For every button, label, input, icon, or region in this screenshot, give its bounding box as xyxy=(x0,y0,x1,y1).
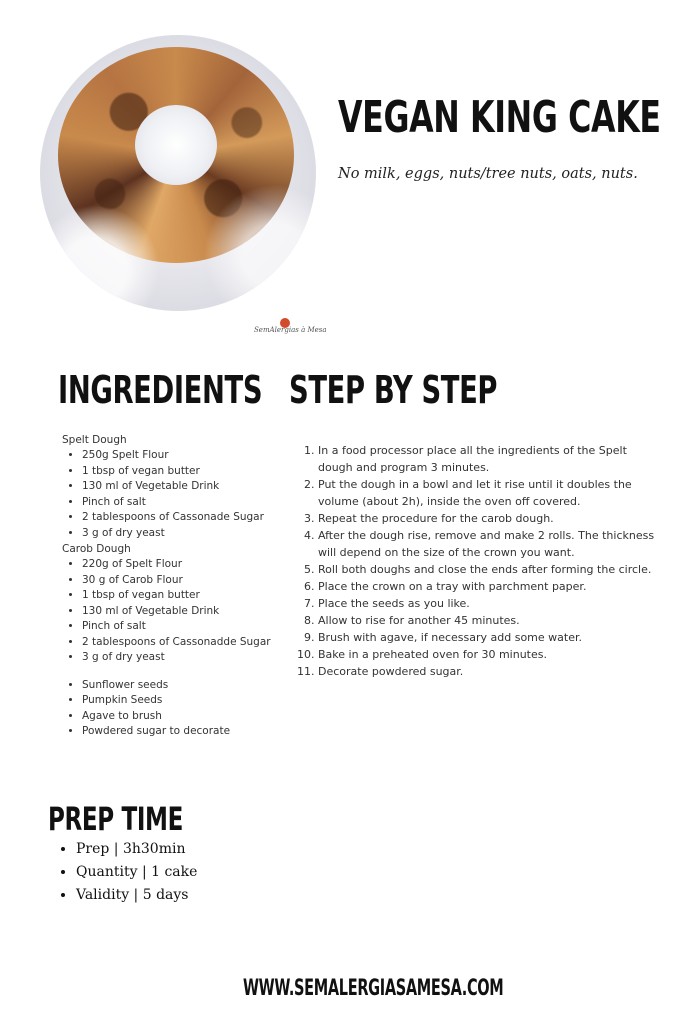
steps-heading: STEP BY STEP xyxy=(289,368,498,412)
brand-logo xyxy=(250,318,330,342)
list-item: • Powdered sugar to decorate xyxy=(82,724,282,740)
list-item: • 220g of Spelt Flour xyxy=(82,557,282,573)
list-item: • 250g Spelt Flour xyxy=(82,448,282,464)
carob-items xyxy=(62,557,282,666)
prep-item: • Quantity | 1 cake xyxy=(76,861,197,884)
logo-text: SemAlergias à Mesa xyxy=(254,326,327,334)
list-item: • 130 ml of Vegetable Drink xyxy=(82,604,282,620)
list-item: • 1 tbsp of vegan butter xyxy=(82,464,282,480)
steps-list xyxy=(300,442,658,680)
step-item: 3. Repeat the procedure for the carob dough. xyxy=(318,510,658,527)
allergen-subtitle: No milk, eggs, nuts/tree nuts, oats, nuts. xyxy=(338,166,638,182)
prep-item: • Prep | 3h30min xyxy=(76,838,197,861)
step-item: 11. Decorate powdered sugar. xyxy=(318,663,658,680)
list-item: • Pumpkin Seeds xyxy=(82,693,282,709)
list-item: • 3 g of dry yeast xyxy=(82,526,282,542)
step-item: 2. Put the dough in a bowl and let it rise until it doubles the volume (about 2h), inside the oven off covered. xyxy=(318,476,658,510)
ingredients-list xyxy=(62,432,282,740)
cake-photo xyxy=(40,35,316,311)
group-label-spelt: Spelt Dough xyxy=(62,434,127,446)
powdered-sugar-overlay xyxy=(40,35,316,311)
prep-item: • Validity | 5 days xyxy=(76,884,197,907)
list-item: • Pinch of salt xyxy=(82,619,282,635)
ingredients-heading: INGREDIENTS xyxy=(58,368,263,412)
prep-heading: PREP TIME xyxy=(48,800,183,838)
page-title: VEGAN KING CAKE xyxy=(338,92,661,143)
list-item: • 130 ml of Vegetable Drink xyxy=(82,479,282,495)
list-item: • Pinch of salt xyxy=(82,495,282,511)
step-item: 5. Roll both doughs and close the ends after forming the circle. xyxy=(318,561,658,578)
list-item: • 3 g of dry yeast xyxy=(82,650,282,666)
extra-items xyxy=(62,678,282,740)
step-item: 6. Place the crown on a tray with parchment paper. xyxy=(318,578,658,595)
list-item: • 30 g of Carob Flour xyxy=(82,573,282,589)
website-link[interactable]: WWW.SEMALERGIASAMESA.COM xyxy=(243,976,504,1001)
step-item: 8. Allow to rise for another 45 minutes. xyxy=(318,612,658,629)
list-item: • 1 tbsp of vegan butter xyxy=(82,588,282,604)
step-item: 9. Brush with agave, if necessary add some water. xyxy=(318,629,658,646)
group-label-carob: Carob Dough xyxy=(62,543,131,555)
list-item: • 2 tablespoons of Cassonadde Sugar xyxy=(82,635,282,651)
step-item: 7. Place the seeds as you like. xyxy=(318,595,658,612)
list-item: • Agave to brush xyxy=(82,709,282,725)
list-item: • 2 tablespoons of Cassonade Sugar xyxy=(82,510,282,526)
prep-list xyxy=(56,838,197,907)
spacer xyxy=(62,666,282,678)
step-item: 4. After the dough rise, remove and make 2 rolls. The thickness will depend on the size of the crown you want. xyxy=(318,527,658,561)
step-item: 1. In a food processor place all the ingredients of the Spelt dough and program 3 minutes. xyxy=(318,442,658,476)
spelt-items xyxy=(62,448,282,541)
step-item: 10. Bake in a preheated oven for 30 minutes. xyxy=(318,646,658,663)
list-item: • Sunflower seeds xyxy=(82,678,282,694)
